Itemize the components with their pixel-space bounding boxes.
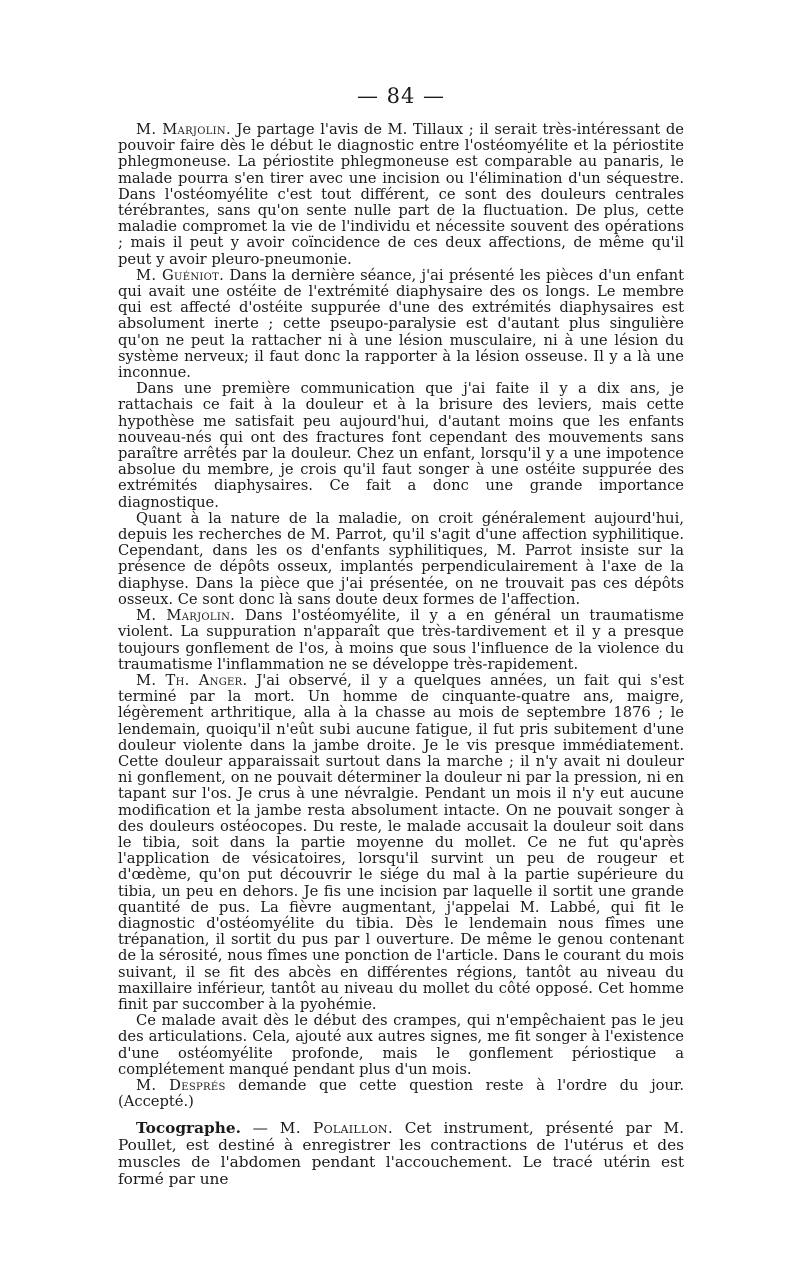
page-number: — 84 — bbox=[356, 84, 446, 108]
speaker-name: M. Th. Anger. bbox=[136, 671, 248, 689]
paragraph-text: Je partage l'avis de M. Tillaux ; il serait très-intéressant de pouvoir faire dès le début le diagnostic entre l'ostéomyélite et la périostite phlegmoneuse. La périostite phlegmoneuse est comparable au panaris, le malade pourra s'en tirer avec une incision ou l'élimination d'un séquestre. Dans l'ostéomyélite c'est tout différent, ce sont des douleurs centrales térébrantes, sans qu'on sente nulle part de la fluctuation. De plus, cette maladie compromet la vie de l'individu et nécessite souvent des opérations ; mais il peut y avoir coïncidence de ces deux affections, de même qu'il peut y avoir pleuro-pneumonie. bbox=[118, 121, 685, 268]
paragraph-text: Quant à la nature de la maladie, on croit généralement aujourd'hui, depuis les recherches de M. Parrot, qu'il s'agit d'une affection syphilitique. Cependant, dans les os d'enfants syphilitiques, M. Parrot insiste sur la présence de dépôts osseux, implantés perpendiculairement à l'axe de la diaphyse. Dans la pièce que j'ai présentée, on ne trouvait pas ces dépôts osseux. Ce sont donc là sans doute deux formes de l'affection. bbox=[118, 509, 684, 608]
speaker-name: M. Guéniot. bbox=[136, 266, 225, 284]
speaker-name: M. Marjolin. bbox=[136, 121, 231, 138]
paragraph-text: J'ai observé, il y a quelques années, un fait qui s'est terminé par la mort. Un homme de cinquante-quatre ans, maigre, légèrement arthritique, alla à la chasse au mois de septembre 1876 ; le lendemain, quoiqu'il n'eût subi aucune fatigue, il fut pris subitement d'une douleur violente dans la jambe droite. Je le vis presque immédiatement. Cette douleur apparaissait surtout dans la marche ; il n'y avait ni douleur ni gonflement, on ne pouvait déterminer la douleur ni par la pression, ni en tapant sur l'os. Je crus à une névralgie. Pendant un mois il n'y eut aucune modification et la jambe resta absolument intacte. On ne pouvait songer à des douleurs ostéocopes. Du reste, le malade accusait la douleur soit dans le tibia, soit dans la partie moyenne du mollet. Ce ne fut qu'après l'application de vésicatoires, lorsqu'il survint un peu de rougeur et d'œdème, qu'on put découvrir le siége du mal à la partie supérieure du tibia, un peu en dehors. Je fis une incision par laquelle il sortit une grande quantité de pus. La fièvre augmentant, j'appelai M. Labbé, qui fit le diagnostic d'ostéomyélite du tibia. Dès le lendemain nous fîmes une trépanation, il sortit du pus par l ouverture. De même le genou contenant de la sérosité, nous fîmes une ponction de l'article. Dans le courant du mois suivant, il se fit des abcès en différentes régions, tantôt au niveau du maxillaire inférieur, tantôt au niveau du mollet du côté opposé. Cet homme finit par succomber à la pyohémie. bbox=[118, 671, 684, 1013]
paragraph-text: Ce malade avait dès le début des crampes, qui n'empêchaient pas le jeu des articulations. Cela, ajouté aux autres signes, me fit songer à l'existence d'une ostéomyélite profonde, mais le gonflement périostique a complétement manqué pendant plus d'un mois. bbox=[118, 1012, 684, 1078]
paragraph-tocographe bbox=[118, 1120, 684, 1188]
paragraph-marjolin-1 bbox=[118, 122, 684, 268]
document-page bbox=[118, 84, 684, 1188]
paragraph-text: Dans une première communication que j'ai faite il y a dix ans, je rattachais ce fait à la douleur et à la brisure des leviers, mais cette hypothèse me satisfait peu aujourd'hui, d'autant moins que les enfants nouveau-nés qui ont des fractures font cependant des mouvements sans paraître arrêtés par la douleur. Chez un enfant, lorsqu'il y a une impotence absolue du membre, je crois qu'il faut songer à une ostéite suppurée des extrémités diaphysaires. Ce fait a donc une grande importance diagnostique. bbox=[118, 380, 684, 511]
paragraph-despres bbox=[118, 1078, 684, 1110]
speaker-name: M. Després bbox=[136, 1076, 226, 1094]
section-heading: Tocographe. bbox=[136, 1119, 241, 1138]
paragraph-text: Dans l'ostéomyélite, il y a en général un traumatisme violent. La suppuration n'apparaît que très-tardivement et il y a presque toujours gonflement de l'os, à moins que sous l'influence de la violence du traumatisme l'inflammation ne se développe très-rapidement. bbox=[118, 607, 684, 673]
paragraph-gueniot bbox=[118, 268, 684, 381]
paragraph-gueniot-continued-2 bbox=[118, 511, 684, 608]
paragraph-anger-continued bbox=[118, 1013, 684, 1078]
paragraph-anger bbox=[118, 673, 684, 1013]
paragraph-gueniot-continued-1 bbox=[118, 381, 684, 511]
heading-dash: — bbox=[240, 1119, 280, 1138]
paragraph-text: Cet instrument, présenté par M. Poullet, est destiné à enregistrer les contractions de l'utérus et des muscles de l'abdomen pendant l'accouchement. Le tracé utérin est formé par une bbox=[118, 1119, 685, 1189]
paragraph-marjolin-2 bbox=[118, 608, 684, 673]
paragraph-text: demande que cette question reste à l'ordre du jour. (Accepté.) bbox=[118, 1076, 685, 1111]
speaker-name: M. Marjolin. bbox=[136, 607, 236, 625]
speaker-name: M. Polaillon. bbox=[279, 1119, 393, 1138]
paragraph-text: Dans la dernière séance, j'ai présenté les pièces d'un enfant qui avait une ostéite de l'extrémité diaphysaire des os longs. Le membre qui est affecté d'ostéite suppurée d'une des extrémités diaphysaires est absolument inerte ; cette pseupo-paralysie est d'autant plus singulière qu'on ne peut la rattacher ni à une lésion musculaire, ni à une lésion du système nerveux; il faut donc la rapporter à la lésion osseuse. Il y a là une inconnue. bbox=[118, 266, 684, 382]
